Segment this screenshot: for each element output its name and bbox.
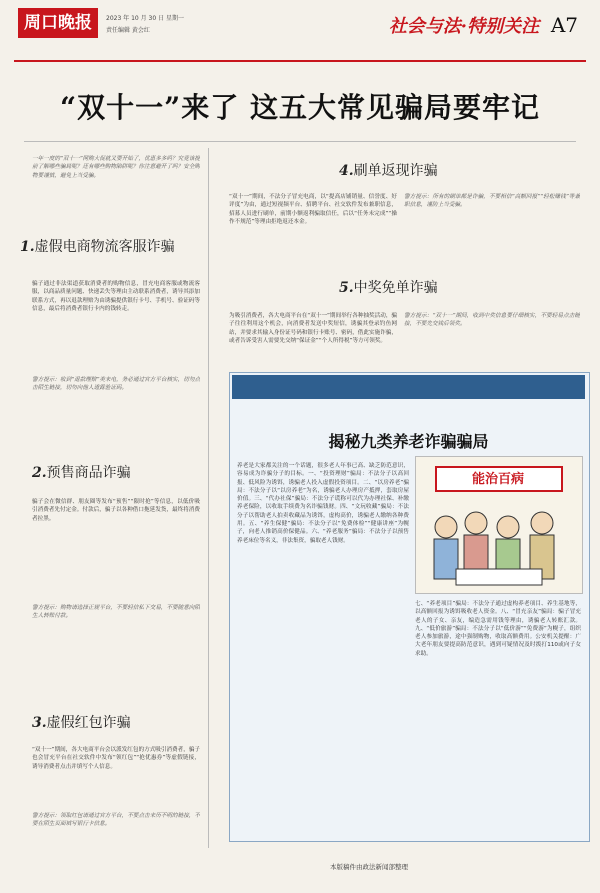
column-divider [208,148,209,848]
section-2-body: 骗子会在微信群、朋友圈等发布“预售”“限时抢”等信息，以低价吸引消费者先付定金。付款后，骗子以各种借口拖延发货，最终将消费者拉黑。 [32,499,200,522]
section-5-number: 5. [339,280,354,296]
section-5-tip: 警方提示：“双十一”期间，收到中奖信息要仔细核实，不要轻易点击链接，不要先交钱后领奖。 [404,313,580,328]
section-5-body: 为吸引消费者，各大电商平台在“双十一”期间举行各种抽奖活动，骗子往往利用这个机会，向消费者发送中奖短信，诱骗其登录钓鱼网站，并要求其输入身份证号码和银行卡账号、密码，借此实施诈骗，或者告诉受害人需要先交纳“保证金”“个人所得税”等方可领奖。 [229,313,397,344]
section-3-number: 3. [32,715,47,731]
section-4-heading [339,160,438,180]
section-1-heading [20,236,175,256]
box-column-2: 七、“养老项目”骗局：不法分子通过虚构养老项目、养生基地等，以高额回报为诱饵吸收老人资金。八、“冒充亲友”骗局：骗子冒充老人的子女、亲友，编造急需用钱等理由，诱骗老人转账汇款。九、“低价旅游”骗局：不法分子以“低价游”“免费游”为幌子，组织老人参加旅游，途中强制购物，收取高额费用。公安机关提醒：广大老年朋友要提高防范意识，遇到可疑情况及时拨打110或向子女求助。 [415,601,581,657]
box-title: 揭秘九类养老诈骗骗局 [328,432,489,451]
section-4-body: “双十一”期间，不法分子冒充电商，以“提高店铺销量、信誉度、好评度”为由，通过短视频平台、招聘平台、社交软件发布兼职信息，招募人员进行刷单，前期小额返利骗取信任，后以“任务未完成”“操作不规范”等理由拒绝返还本金。 [229,194,397,225]
page-headline: “双十一”来了 这五大常见骗局要牢记 [60,91,540,124]
section-1-tip: 警方提示：收到“退款理赔”类来电，务必通过官方平台核实，切勿点击陌生链接，切勿向他人透露验证码。 [32,377,200,392]
section-1-number: 1. [20,239,35,255]
section-title: 社会与法·特别关注 [388,16,540,37]
illustration-caption: 能治百病 [471,472,524,487]
section-3-tip: 警方提示：领取红包请通过官方平台，不要点击来历不明的链接，不要在陌生页面填写银行卡信息。 [32,813,200,828]
section-3-body: “双十一”期间，各大电商平台会以派发红包的方式吸引消费者，骗子也会冒充平台在社交软件中发布“领红包”“抢优惠券”等虚假链接，诱导消费者点击并填写个人信息。 [32,747,200,770]
section-5-heading [339,277,438,297]
masthead-logo: 周口晚报 [18,8,98,38]
page-footer: 本版稿件由政法新闻部整理 [330,863,408,871]
section-2-title: 预售商品诈骗 [46,465,131,481]
section-4-tip: 警方提示：所有的刷单都是诈骗，不要相信“高额回报”“轻松赚钱”等兼职信息，谨防上当受骗。 [404,194,580,209]
section-3-heading [32,712,131,732]
issue-date: 2023 年 10 月 30 日 星期一 [106,15,184,22]
section-header [389,12,578,38]
box-column-1: 养老是大家都关注的一个话题，很多老人年事已高、缺乏防范意识，容易成为诈骗分子的目标。一、“投资理财”骗局：不法分子以高回报、低风险为诱饵，诱骗老人投入虚假投资项目。二、“以房养老”骗局：不法分子以“以房养老”为名，诱骗老人办理房产抵押，套取房屋价值。三、“代办社保”骗局：不法分子谎称可以代为办理社保、补缴养老保险，以收取手续费为名诈骗钱财。四、“文玩收藏”骗局：不法分子以帮助老人拍卖收藏品为诱饵，虚构高价，诱骗老人缴纳各种费用。五、“养生保健”骗局：不法分子以“免费体检”“健康讲座”为幌子，向老人推销高价保健品。六、“养老服务”骗局：不法分子以预售养老床位等名义，非法集资，骗取老人钱财。 [237,463,409,544]
headline-rule [24,141,576,142]
section-4-title: 刷单返现诈骗 [353,163,438,179]
section-2-number: 2. [32,465,47,481]
section-1-body: 骗子通过非法渠道获取消费者的购物信息，冒充电商客服或物流客服，以商品质量问题、快递丢失等理由主动联系消费者，诱导其添加联系方式，再以退款理赔为由诱骗提供银行卡号、手机号、验证码等信息，最后将消费者银行卡内的钱转走。 [32,281,200,312]
section-3-title: 虚假红包诈骗 [46,715,131,731]
section-2-tip: 警方提示：购物请选择正规平台，不要轻信私下交易，不要随意向陌生人转账付款。 [32,605,200,620]
intro-text: 一年一度的“双十一”网购大促就又要开始了，优惠多多吗？究竟该提前了解哪些骗局呢？还有哪些购物陷阱呢？你注意避开了吗？安全购物要谨慎，避免上当受骗。 [32,156,200,179]
section-1-title: 虚假电商物流客服诈骗 [34,239,175,255]
section-4-number: 4. [339,163,354,179]
header-rule [14,60,586,62]
page-number: A7 [550,13,578,37]
responsible-editor: 责任编辑 黄会红 [106,27,150,34]
section-5-title: 中奖免单诈骗 [353,280,438,296]
section-2-heading [32,462,131,482]
box-header-bar [232,375,585,399]
